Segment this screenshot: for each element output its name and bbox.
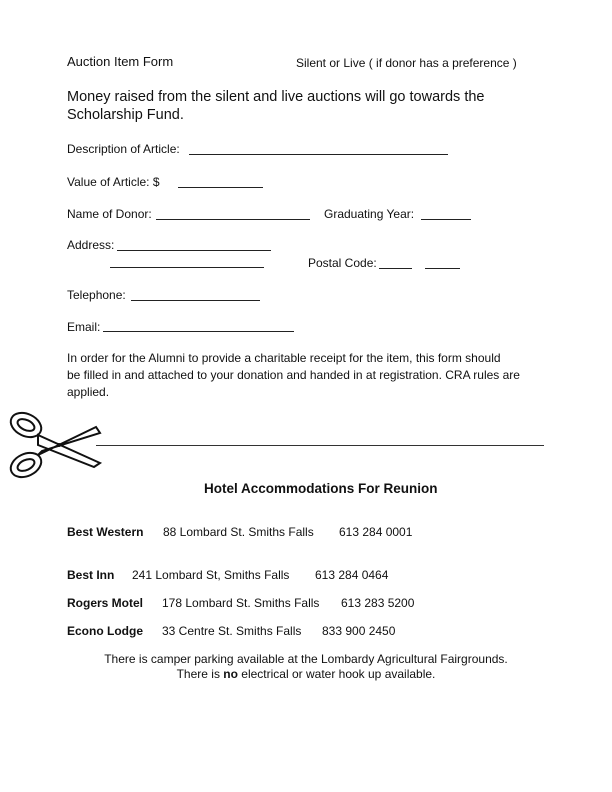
scissors-icon bbox=[4, 405, 104, 485]
auction-type-note: Silent or Live ( if donor has a preference ) bbox=[296, 56, 517, 70]
hookup-note bbox=[0, 667, 612, 681]
address-field-line-1[interactable] bbox=[117, 250, 271, 251]
intro-line-2: Scholarship Fund. bbox=[67, 107, 184, 123]
hotel-address: 241 Lombard St, Smiths Falls bbox=[132, 568, 290, 582]
hotel-address: 178 Lombard St. Smiths Falls bbox=[162, 596, 320, 610]
hookup-note-emphasis: no bbox=[223, 667, 238, 681]
hotel-address: 88 Lombard St. Smiths Falls bbox=[163, 525, 314, 539]
hotel-row-best-western bbox=[67, 525, 143, 539]
description-field[interactable] bbox=[189, 154, 448, 155]
hotel-name: Best Inn bbox=[67, 568, 115, 582]
telephone-field[interactable] bbox=[131, 300, 260, 301]
hotel-name: Best Western bbox=[67, 525, 144, 539]
hotel-phone: 613 283 5200 bbox=[341, 596, 415, 610]
hotel-name: Econo Lodge bbox=[67, 624, 143, 638]
hookup-note-pre: There is bbox=[176, 667, 224, 681]
hotel-phone: 833 900 2450 bbox=[322, 624, 396, 638]
notice-line-2: be filled in and attached to your donation and handed in at registration. CRA rules are bbox=[67, 368, 520, 382]
email-field[interactable] bbox=[103, 331, 294, 332]
hotel-name: Rogers Motel bbox=[67, 596, 144, 610]
cut-line bbox=[96, 445, 544, 446]
grad-year-label: Graduating Year: bbox=[324, 207, 415, 221]
hotel-phone: 613 284 0001 bbox=[339, 525, 413, 539]
notice-line-1: In order for the Alumni to provide a charitable receipt for the item, this form should bbox=[67, 351, 501, 365]
postal-code-label: Postal Code: bbox=[308, 256, 377, 270]
email-label: Email: bbox=[67, 320, 101, 334]
donor-label: Name of Donor: bbox=[67, 207, 152, 221]
value-label: Value of Article: $ bbox=[67, 175, 160, 189]
address-field-line-2[interactable] bbox=[110, 267, 264, 268]
postal-code-field-1[interactable] bbox=[379, 268, 412, 269]
notice-line-3: applied. bbox=[67, 385, 110, 399]
value-field[interactable] bbox=[178, 187, 263, 188]
telephone-label: Telephone: bbox=[67, 288, 126, 302]
donor-field[interactable] bbox=[156, 219, 310, 220]
hookup-note-post: electrical or water hook up available. bbox=[237, 667, 436, 681]
address-label: Address: bbox=[67, 238, 115, 252]
grad-year-field[interactable] bbox=[421, 219, 471, 220]
hotels-title: Hotel Accommodations For Reunion bbox=[204, 481, 438, 496]
intro-line-1: Money raised from the silent and live auctions will go towards the bbox=[67, 89, 485, 105]
hotel-phone: 613 284 0464 bbox=[315, 568, 389, 582]
description-label: Description of Article: bbox=[67, 142, 180, 156]
camper-parking-note: There is camper parking available at the Lombardy Agricultural Fairgrounds. bbox=[104, 652, 508, 666]
hotel-address: 33 Centre St. Smiths Falls bbox=[162, 624, 302, 638]
form-title: Auction Item Form bbox=[67, 54, 174, 69]
postal-code-field-2[interactable] bbox=[425, 268, 460, 269]
